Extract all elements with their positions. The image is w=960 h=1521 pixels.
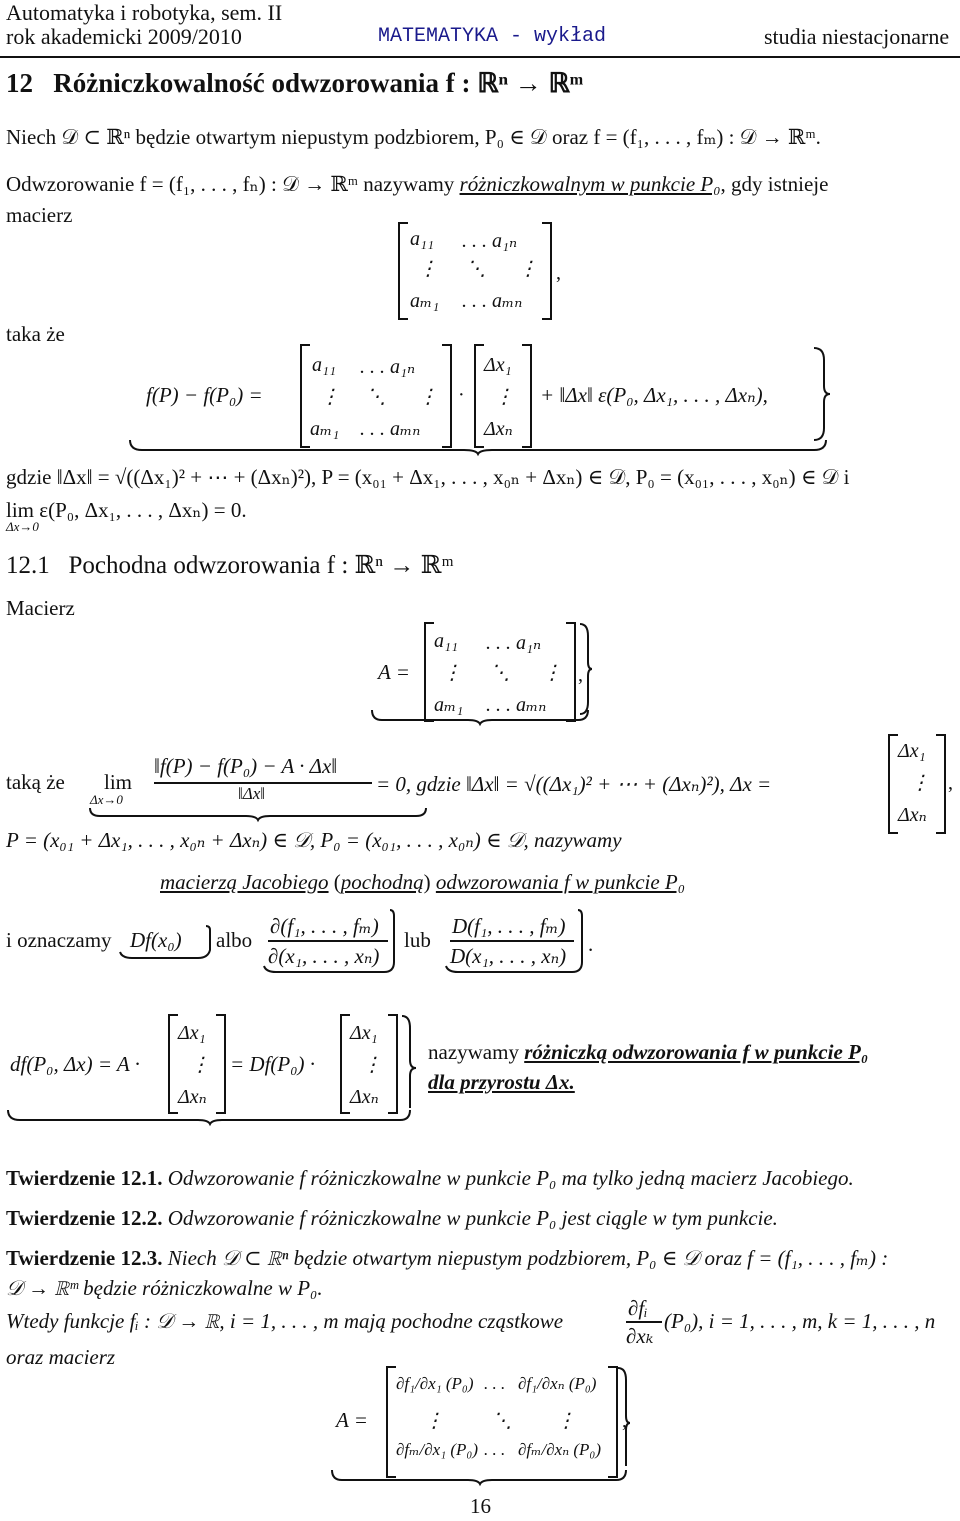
fraction-bar — [626, 1321, 662, 1323]
term-derivative: pochodną — [340, 870, 424, 894]
theorem-12-3-line3b: (P₀), i = 1, . . . , m, k = 1, . . . , n — [664, 1309, 936, 1333]
bracket-left — [474, 344, 484, 448]
notation-brace — [118, 924, 214, 960]
notation-brace — [262, 908, 398, 974]
bracket-left — [398, 222, 408, 320]
vector-cell: Δxₙ — [350, 1086, 379, 1108]
bracket-right — [542, 222, 552, 320]
term-of-mapping: odwzorowania f w punkcie P₀ — [435, 870, 686, 894]
matrix-cell: aₘ₁ — [410, 290, 440, 312]
matrix-cell: ∂fₘ/∂xₙ (P₀) — [518, 1440, 601, 1459]
macierz-label: Macierz — [6, 596, 75, 620]
matrix-cell: ⋮ — [424, 1410, 444, 1432]
limit-line: lim ε(P₀, Δx₁, . . . , Δxₙ) = 0. — [6, 498, 247, 522]
taka-ze-label: taka że — [6, 322, 65, 346]
right-brace — [812, 346, 830, 442]
theorem-12-3-line4: oraz macierz — [6, 1345, 116, 1369]
subsection-title-text: Pochodna odwzorowania f : ℝⁿ → ℝᵐ — [68, 552, 454, 579]
fraction-numerator: ‖f(P) − f(P₀) − A · Δx‖ — [154, 754, 338, 778]
a-equals: A = — [378, 660, 410, 684]
paren: ( — [328, 870, 341, 894]
term-differential: różniczką odwzorowania f w punkcie P₀ — [524, 1040, 869, 1064]
a-equals-2: A = — [336, 1408, 368, 1432]
jacobian-frac1-den: ∂(x₁, . . . , xₙ) — [268, 944, 380, 968]
matrix-cell: ∂f₁/∂xₙ (P₀) — [518, 1374, 597, 1393]
header-year: rok akademicki 2009/2010 — [6, 24, 242, 49]
limit-subscript: Δx→0 — [6, 519, 39, 534]
period: . — [588, 932, 594, 956]
differential-text-line2 — [428, 1070, 575, 1095]
gdzie-line: gdzie ‖Δx‖ = √((Δx₁)² + ⋯ + (Δxₙ)²), P = (x₀₁ + Δx₁, . . . , x₀ₙ + Δxₙ) ∈ 𝒟, P₀ = (x₀₁, . . . , x₀ₙ) ∈ 𝒟 i — [6, 465, 850, 489]
fp-difference: f(P) − f(P₀) = — [146, 383, 263, 407]
term-increment: dla przyrostu Δx. — [428, 1070, 575, 1094]
matrix-cell: . . . aₘₙ — [360, 418, 421, 440]
matrix-cell: ⋮ — [418, 386, 438, 408]
theorem-text: Odwzorowanie f różniczkowalne w punkcie P₀ jest ciągle w tym punkcie. — [167, 1206, 778, 1230]
paren: ) — [423, 870, 436, 894]
matrix-cell: a₁₁ — [410, 228, 434, 250]
taka-ze-label-2: taką że — [6, 770, 65, 794]
section-number: 12 — [6, 68, 33, 98]
lub-label: lub — [404, 928, 431, 952]
matrix-cell: ⋮ — [320, 386, 340, 408]
lim-word: lim — [104, 770, 133, 794]
vector-cell: Δx₁ — [350, 1022, 378, 1044]
right-brace — [578, 622, 592, 716]
matrix-cell: . . . — [484, 1440, 506, 1459]
differential-mid: = Df(P₀) · — [230, 1052, 316, 1076]
underbrace — [128, 438, 828, 454]
matrix-cell: ⋮ — [556, 1410, 576, 1432]
norm-epsilon-term: + ‖Δx‖ ε(P₀, Δx₁, . . . , Δxₙ), — [540, 383, 768, 407]
theorem-12-3-line3a: Wtedy funkcje fᵢ : 𝒟 → ℝ, i = 1, . . . , m mają pochodne cząstkowe — [6, 1309, 564, 1333]
header-course: Automatyka i robotyka, sem. II — [6, 0, 283, 25]
jacobian-frac2-num: D(f₁, . . . , fₘ) — [452, 914, 566, 938]
matrix-cell: . . . aₘₙ — [486, 694, 547, 716]
matrix-cell: ⋮ — [418, 258, 438, 280]
vector-cell: ⋮ — [190, 1054, 210, 1076]
header-subject: MATEMATYKA - wykład — [378, 25, 607, 48]
bracket-left — [300, 344, 310, 448]
vector-cell: ⋮ — [910, 772, 930, 794]
theorem-text: Odwzorowanie f różniczkowalne w punkcie P₀ ma tylko jedną macierz Jacobiego. — [167, 1166, 854, 1190]
term-jacobian: macierzą Jacobiego — [160, 870, 329, 894]
matrix-cell: ⋮ — [542, 662, 562, 684]
matrix-cell: ⋱ — [466, 258, 486, 280]
bracket-left — [888, 734, 898, 834]
matrix-cell: ⋮ — [442, 662, 462, 684]
subsection-number: 12.1 — [6, 552, 50, 579]
subsection-title — [6, 550, 454, 580]
comma: , — [622, 1410, 627, 1432]
notation-brace — [444, 908, 586, 974]
underbrace — [88, 806, 428, 820]
vector-cell: Δxₙ — [898, 804, 927, 826]
comma: , — [948, 772, 953, 794]
matrix-cell: ⋱ — [492, 1410, 512, 1432]
oznaczamy-label: i oznaczamy — [6, 928, 112, 952]
bracket-left — [424, 622, 434, 722]
matrix-cell: aₘ₁ — [310, 418, 340, 440]
vector-cell: Δx₁ — [898, 740, 926, 762]
theorem-12-3 — [6, 1246, 888, 1271]
intro-line2-a: Odwzorowanie f = (f₁, . . . , fₙ) : 𝒟 → ℝᵐ nazywamy — [6, 172, 460, 196]
section-title — [6, 68, 583, 99]
eq-zero-gdzie: = 0, gdzie ‖Δx‖ = √((Δx₁)² + ⋯ + (Δxₙ)²), Δx = — [376, 772, 772, 796]
df-notation: Df(x₀) — [130, 928, 182, 952]
matrix-cell: . . . a₁ₙ — [486, 632, 542, 654]
underbrace — [6, 1014, 416, 1124]
dot-operator: · — [458, 384, 465, 406]
matrix-cell: . . . a₁ₙ — [360, 356, 416, 378]
theorem-12-3-line2: 𝒟 → ℝᵐ będzie różniczkowalne w P₀. — [6, 1276, 323, 1300]
matrix-cell: ⋱ — [490, 662, 510, 684]
intro-line2-b: , gdy istnieje — [720, 172, 829, 196]
theorem-12-2 — [6, 1206, 778, 1231]
theorem-12-1 — [6, 1166, 854, 1191]
jacobian-frac1-num: ∂(f₁, . . . , fₘ) — [270, 914, 379, 938]
page-number: 16 — [470, 1494, 491, 1518]
intro-line1: Niech 𝒟 ⊂ ℝⁿ będzie otwartym niepustym podzbiorem, P₀ ∈ 𝒟 oraz f = (f₁, . . . , fₘ) : 𝒟 → ℝᵐ. — [6, 125, 821, 149]
lim-subscript: Δx→0 — [90, 792, 123, 807]
matrix-cell: a₁₁ — [312, 354, 336, 376]
intro-line2 — [6, 172, 828, 197]
partial-num: ∂fᵢ — [628, 1296, 648, 1320]
matrix-cell: . . . aₘₙ — [462, 290, 523, 312]
matrix-cell: a₁₁ — [434, 630, 458, 652]
differential-lhs: df(P₀, Δx) = A · — [10, 1052, 140, 1076]
header-mode: studia niestacjonarne — [764, 24, 950, 49]
vector-cell: Δxₙ — [484, 418, 513, 440]
vector-cell: Δxₙ — [178, 1086, 207, 1108]
bracket-right — [936, 734, 946, 834]
vector-cell: Δx₁ — [484, 354, 512, 376]
section-title-text: Różniczkowalność odwzorowania f : ℝⁿ → ℝᵐ — [53, 68, 584, 98]
underbrace — [370, 708, 590, 724]
p-definition-line: P = (x₀₁ + Δx₁, . . . , x₀ₙ + Δxₙ) ∈ 𝒟, P₀ = (x₀₁, . . . , x₀ₙ) ∈ 𝒟, nazywamy — [6, 828, 622, 852]
intro-line3: macierz — [6, 203, 73, 227]
matrix-cell: . . . — [484, 1374, 506, 1393]
term-differentiable: różniczkowalnym w punkcie P₀ — [459, 172, 721, 196]
theorem-label: Twierdzenie 12.2. — [6, 1206, 163, 1230]
underbrace — [330, 1366, 630, 1486]
matrix-cell: aₘ₁ — [434, 694, 464, 716]
text: nazywamy — [428, 1040, 525, 1064]
matrix-cell: ⋱ — [366, 386, 386, 408]
albo-label: albo — [216, 928, 253, 952]
jacobian-frac2-den: D(x₁, . . . , xₙ) — [450, 944, 567, 968]
theorem-label: Twierdzenie 12.1. — [6, 1166, 163, 1190]
bracket-right — [566, 622, 576, 722]
vector-cell: ⋮ — [494, 386, 514, 408]
header-rule — [0, 56, 960, 58]
vector-cell: ⋮ — [362, 1054, 382, 1076]
matrix-cell: . . . a₁ₙ — [462, 230, 518, 252]
vector-cell: Δx₁ — [178, 1022, 206, 1044]
theorem-text: Niech 𝒟 ⊂ ℝⁿ będzie otwartym niepustym podzbiorem, P₀ ∈ 𝒟 oraz f = (f₁, . . . , fₘ) : — [167, 1246, 889, 1270]
jacobian-definition — [160, 870, 685, 895]
theorem-label: Twierdzenie 12.3. — [6, 1246, 163, 1270]
comma: , — [578, 664, 583, 686]
matrix-cell: ∂fₘ/∂x₁ (P₀) — [396, 1440, 478, 1459]
differential-text-line1 — [428, 1040, 868, 1065]
partial-den: ∂xₖ — [626, 1324, 654, 1348]
matrix-cell: ⋮ — [518, 258, 538, 280]
comma: , — [556, 262, 561, 284]
bracket-right — [522, 344, 532, 448]
matrix-cell: ∂f₁/∂x₁ (P₀) — [396, 1374, 474, 1393]
bracket-right — [442, 344, 452, 448]
fraction-denominator: ‖Δx‖ — [238, 784, 266, 803]
